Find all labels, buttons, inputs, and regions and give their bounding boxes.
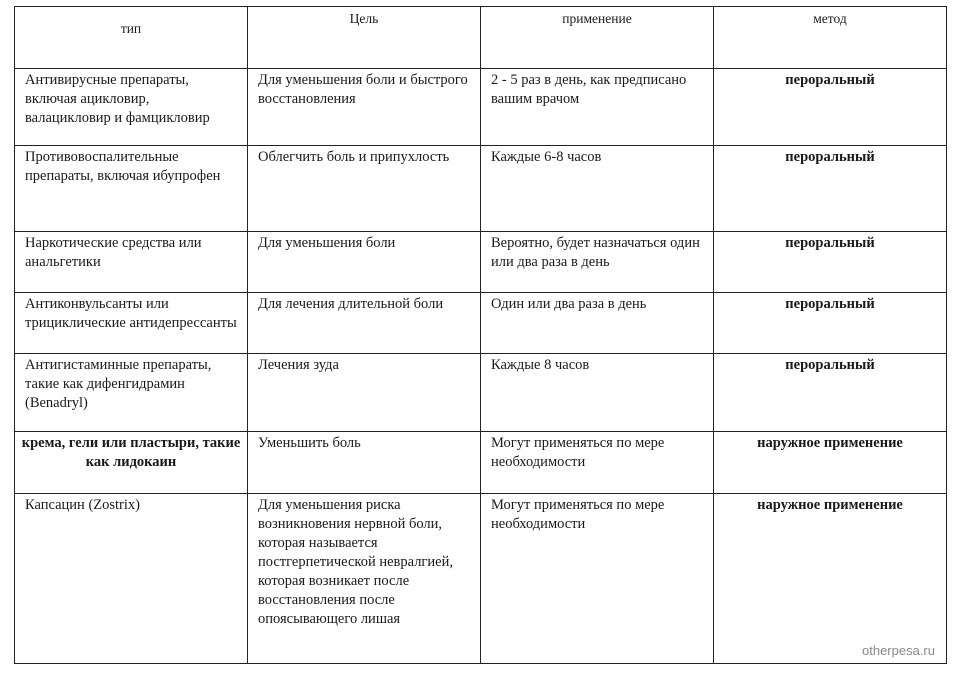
table-row bbox=[15, 69, 947, 146]
cell-type: Капсацин (Zostrix) bbox=[15, 494, 248, 664]
header-type: тип bbox=[15, 7, 248, 69]
cell-goal: Для уменьшения боли и быстрого восстановления bbox=[248, 69, 481, 146]
cell-application: Вероятно, будет назначаться один или два раза в день bbox=[481, 232, 714, 293]
cell-application: Каждые 6-8 часов bbox=[481, 146, 714, 232]
cell-type: Противовоспалительные препараты, включая ибупрофен bbox=[15, 146, 248, 232]
cell-method: пероральный bbox=[714, 146, 947, 232]
cell-type: Антигистаминные препараты, такие как дифенгидрамин (Benadryl) bbox=[15, 354, 248, 432]
cell-goal: Для уменьшения боли bbox=[248, 232, 481, 293]
cell-type: Антиконвульсанты или трициклические антидепрессанты bbox=[15, 293, 248, 354]
cell-application: Могут применяться по мере необходимости bbox=[481, 432, 714, 494]
table-row bbox=[15, 354, 947, 432]
medication-table bbox=[14, 6, 947, 664]
header-method: метод bbox=[714, 7, 947, 69]
cell-method: пероральный bbox=[714, 293, 947, 354]
table-row bbox=[15, 146, 947, 232]
header-goal: Цель bbox=[248, 7, 481, 69]
table-header-row bbox=[15, 7, 947, 69]
cell-application: Каждые 8 часов bbox=[481, 354, 714, 432]
cell-method: пероральный bbox=[714, 354, 947, 432]
cell-goal: Для лечения длительной боли bbox=[248, 293, 481, 354]
cell-application: 2 - 5 раз в день, как предписано вашим врачом bbox=[481, 69, 714, 146]
cell-method: наружное применение bbox=[714, 432, 947, 494]
table-row bbox=[15, 293, 947, 354]
cell-goal: Уменьшить боль bbox=[248, 432, 481, 494]
cell-type: крема, гели или пластыри, такие как лидокаин bbox=[15, 432, 248, 494]
cell-goal: Для уменьшения риска возникновения нервной боли, которая называется постгерпетической невралгией, которая возникает после восстановления после опоясывающего лишая bbox=[248, 494, 481, 664]
cell-type: Наркотические средства или анальгетики bbox=[15, 232, 248, 293]
cell-goal: Облегчить боль и припухлость bbox=[248, 146, 481, 232]
cell-method: наружное применение bbox=[714, 494, 947, 664]
cell-application: Один или два раза в день bbox=[481, 293, 714, 354]
cell-method: пероральный bbox=[714, 69, 947, 146]
header-application: применение bbox=[481, 7, 714, 69]
cell-method: пероральный bbox=[714, 232, 947, 293]
cell-goal: Лечения зуда bbox=[248, 354, 481, 432]
cell-type: Антивирусные препараты, включая ацикловир, валацикловир и фамцикловир bbox=[15, 69, 248, 146]
table-row bbox=[15, 232, 947, 293]
watermark: otherpesa.ru bbox=[862, 643, 935, 658]
cell-application: Могут применяться по мере необходимости bbox=[481, 494, 714, 664]
table-row bbox=[15, 432, 947, 494]
table-row bbox=[15, 494, 947, 664]
